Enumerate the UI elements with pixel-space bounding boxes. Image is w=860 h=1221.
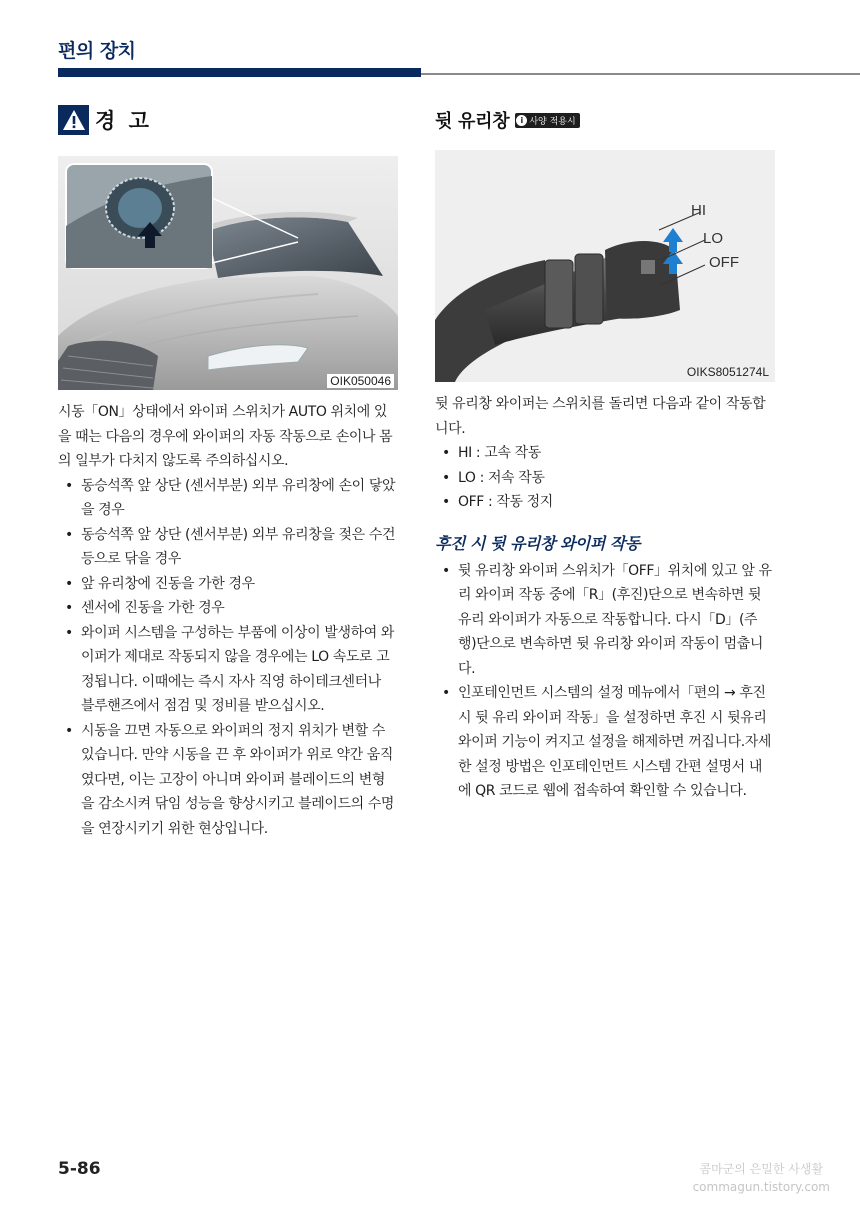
warning-title: 경 고 <box>95 109 152 133</box>
off-label: OFF <box>709 254 739 271</box>
watermark-line: commagun.tistory.com <box>692 1180 830 1194</box>
page-number: 5-86 <box>58 1159 101 1179</box>
option-badge-label: 사양 적용시 <box>529 116 576 127</box>
rear-wiper-heading <box>435 100 775 140</box>
warning-triangle-icon <box>58 105 89 135</box>
car-sensor-photo <box>58 156 398 390</box>
watermark-line: 콤마군의 은밀한 사생활 <box>699 1162 824 1176</box>
section-title: 편의 장치 <box>58 40 136 62</box>
image-code: OIKS8051274L <box>686 365 769 379</box>
list-item: • OFF : 작동 정지 <box>442 494 553 510</box>
hi-label: HI <box>691 202 706 219</box>
reverse-wiper-list <box>435 559 775 804</box>
list-item: • LO : 저속 작동 <box>442 469 545 486</box>
list-item: • 시동을 끄면 자동으로 와이퍼의 정지 위치가 변할 수 있습니다. 만약 시동을 끈 후 와이퍼가 위로 약간 움직였다면, 이는 고장이 아니며 와이퍼 블레이드의 변형을 감소시켜 닦임 성능을 향상시키고 블레이드의 수명을 연장시키기 위한 현상입니다. <box>65 722 395 837</box>
rear-wiper-column <box>435 100 775 804</box>
option-badge <box>515 113 579 128</box>
list-item: • 센서에 진동을 가한 경우 <box>65 600 225 616</box>
warning-heading <box>58 100 398 140</box>
header-rule <box>421 73 860 75</box>
wiper-stalk-diagram <box>435 150 775 382</box>
list-item: • 인포테인먼트 시스템의 설정 메뉴에서「편의 → 후진 시 뒷 유리 와이퍼 작동」을 설정하면 후진 시 뒷유리 와이퍼 기능이 켜지고 설정을 해제하면 꺼집니다.자세한 설정 방법은 인포테인먼트 시스템 간편 설명서 내에 QR 코드로 웹에 접속하여 확인할 수 있습니다. <box>442 685 772 799</box>
watermark <box>693 1160 830 1196</box>
reverse-wiper-subheading: 후진 시 뒷 유리창 와이퍼 작동 <box>435 533 640 553</box>
list-item: • 와이퍼 시스템을 구성하는 부품에 이상이 발생하여 와이퍼가 제대로 작동되지 않을 경우에는 LO 속도로 고정됩니다. 이때에는 즉시 자사 직영 하이테크센터나 블루핸즈에서 점검 및 정비를 받으십시오. <box>65 624 395 714</box>
rear-wiper-title: 뒷 유리창 <box>435 111 510 132</box>
rear-wiper-intro: 뒷 유리창 와이퍼는 스위치를 돌리면 다음과 같이 작동합니다. <box>435 396 766 437</box>
header-bar <box>58 68 421 77</box>
warning-list <box>58 474 398 842</box>
mode-list <box>435 441 775 515</box>
list-item: • 동승석쪽 앞 상단 (센서부분) 외부 유리창을 젖은 수건 등으로 닦을 경우 <box>65 526 396 567</box>
list-item: • 앞 유리창에 진동을 가한 경우 <box>65 575 255 592</box>
warning-intro: 시동「ON」상태에서 와이퍼 스위치가 AUTO 위치에 있을 때는 다음의 경우에 와이퍼의 자동 작동으로 손이나 몸의 일부가 다치지 않도록 주의하십시오. <box>58 404 393 469</box>
warning-column <box>58 100 398 841</box>
list-item: • HI : 고속 작동 <box>442 445 541 461</box>
list-item: • 뒷 유리창 와이퍼 스위치가「OFF」위치에 있고 앞 유리 와이퍼 작동 중에「R」(후진)단으로 변속하면 뒷 유리 와이퍼가 자동으로 작동합니다. 다시「D」(주행)단으로 변속하면 뒷 유리창 와이퍼 작동이 멈춥니다. <box>442 562 772 677</box>
option-info-icon: i <box>516 115 527 126</box>
list-item: • 동승석쪽 앞 상단 (센서부분) 외부 유리창에 손이 닿았을 경우 <box>65 477 396 518</box>
lo-label: LO <box>703 230 724 247</box>
image-code: OIK050046 <box>327 374 394 388</box>
